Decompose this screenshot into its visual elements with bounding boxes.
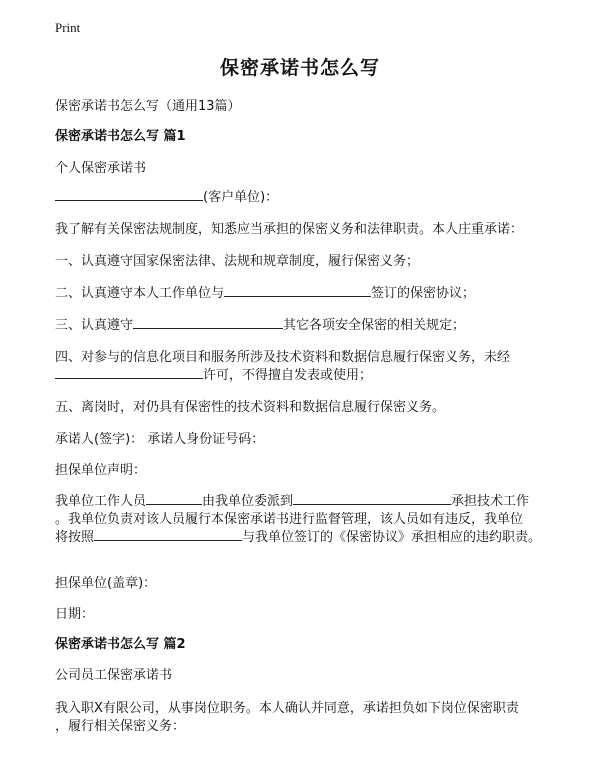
- guarantor-agreement-blank: [94, 528, 242, 541]
- item-4-line-1: 四、对参与的信息化项目和服务所涉及技术资料和数据信息履行保密义务，未经: [55, 350, 511, 365]
- client-unit-line: [55, 186, 278, 205]
- subtitle: 保密承诺书怎么写（通用13篇）: [55, 99, 241, 114]
- item-3-text-b: 其它各项安全保密的相关规定；: [283, 318, 466, 333]
- guarantor-text-c: 承担技术工作: [451, 494, 530, 509]
- intro-paragraph: 我了解有关保密法规制度，知悉应当承担的保密义务和法律职责。本人庄重承诺：: [55, 222, 524, 237]
- section2-paragraph-line-2: ，履行相关保密义务：: [55, 719, 186, 734]
- page-title: 保密承诺书怎么写: [219, 57, 380, 79]
- guarantor-seal: 担保单位(盖章)：: [55, 576, 157, 591]
- item-1: 一、认真遵守国家保密法律、法规和规章制度，履行保密义务；: [55, 254, 420, 269]
- signer-line: 承诺人(签字)： 承诺人身份证号码：: [55, 432, 265, 447]
- guarantor-paragraph-line-1: [55, 490, 529, 509]
- section2-doc-title: 公司员工保密承诺书: [55, 668, 173, 683]
- item-5: 五、离岗时，对仍具有保密性的技术资料和数据信息履行保密义务。: [55, 400, 446, 415]
- item-3-blank: [133, 316, 283, 329]
- client-unit-blank: [55, 188, 203, 201]
- guarantor-paragraph-line-2: 。我单位负责对该人员履行本保密承诺书进行监督管理，该人员如有违反，我单位: [55, 512, 524, 527]
- guarantor-person-blank: [146, 492, 202, 505]
- guarantor-text-b: 由我单位委派到: [202, 494, 294, 509]
- client-unit-label: (客户单位)：: [203, 190, 279, 205]
- print-link[interactable]: Print: [55, 20, 81, 35]
- section1-doc-title: 个人保密承诺书: [55, 161, 147, 176]
- item-2-blank: [224, 284, 371, 297]
- guarantor-paragraph-line-3: [55, 526, 541, 545]
- item-3-text-a: 三、认真遵守: [55, 318, 134, 333]
- item-2-text-a: 二、认真遵守本人工作单位与: [55, 286, 225, 301]
- guarantor-text-a: 我单位工作人员: [55, 494, 147, 509]
- date-line: 日期：: [55, 607, 95, 622]
- item-2-text-b: 签订的保密协议；: [371, 286, 476, 301]
- item-4-text-b: 许可，不得擅自发表或使用；: [203, 368, 373, 383]
- item-4-line-2: [55, 364, 372, 383]
- guarantor-text-e: 与我单位签订的《保密协议》承担相应的违约职责。: [242, 530, 542, 545]
- guarantor-text-d: 将按照: [55, 530, 95, 545]
- guarantor-dest-blank: [293, 492, 451, 505]
- item-3: [55, 314, 465, 333]
- item-4-blank: [55, 366, 203, 379]
- section2-heading: 保密承诺书怎么写 篇2: [55, 637, 186, 652]
- item-2: [55, 282, 475, 301]
- section2-paragraph-line-1: 我入职X有限公司，从事岗位职务。本人确认并同意，承诺担负如下岗位保密职责: [55, 701, 519, 716]
- guarantor-statement: 担保单位声明：: [55, 463, 147, 478]
- section1-heading: 保密承诺书怎么写 篇1: [55, 129, 186, 144]
